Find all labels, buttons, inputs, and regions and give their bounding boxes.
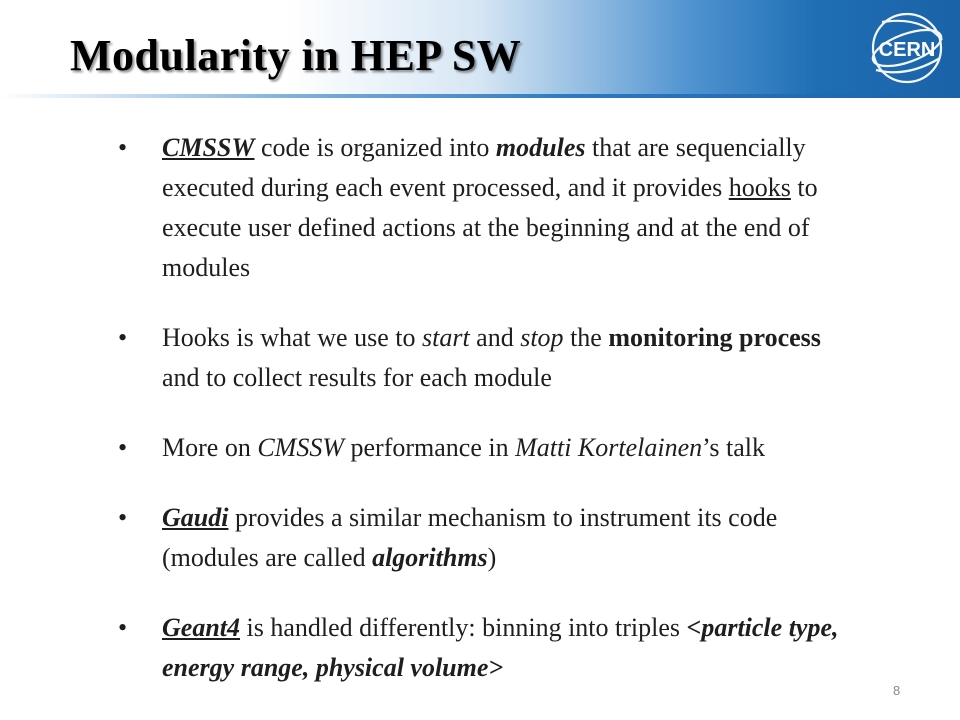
stop-term: stop bbox=[520, 323, 564, 352]
bullet-text: and bbox=[469, 323, 521, 352]
hooks-term: hooks bbox=[728, 173, 791, 202]
bullet-hooks bbox=[118, 318, 858, 398]
bullet-marker: • bbox=[118, 613, 128, 642]
monitoring-process-term: monitoring process bbox=[608, 323, 821, 352]
bullet-cmssw-modules bbox=[118, 128, 858, 288]
bullet-text: code is organized into bbox=[254, 133, 496, 162]
cern-logo-text: CERN bbox=[878, 39, 936, 61]
bullet-text: and to collect results for each module bbox=[162, 363, 552, 392]
bullet-marker: • bbox=[118, 323, 128, 352]
bullet-text: ’s talk bbox=[702, 433, 765, 462]
page-number: 8 bbox=[893, 683, 901, 698]
modules-term: modules bbox=[495, 133, 586, 162]
bullet-text: the bbox=[563, 323, 609, 352]
bullet-text: ) bbox=[487, 543, 497, 572]
bullet-marker: • bbox=[118, 503, 128, 532]
cmssw-term: CMSSW bbox=[162, 133, 255, 162]
bullet-text: Hooks is what we use to bbox=[162, 323, 422, 352]
bullet-text: More on bbox=[162, 433, 258, 462]
bullet-gaudi bbox=[118, 498, 858, 578]
cern-logo-icon bbox=[862, 8, 952, 88]
triple-definition: <particle type, energy range, physical volume> bbox=[162, 613, 839, 682]
bullet-text: provides a similar mechanism to instrument its code (modules are called bbox=[162, 503, 778, 572]
bullet-text: performance in bbox=[344, 433, 516, 462]
geant4-term: Geant4 bbox=[162, 613, 240, 642]
bullet-text: to execute user defined actions at the beginning and at the end of modules bbox=[162, 173, 818, 282]
start-term: start bbox=[421, 323, 470, 352]
bullet-marker: • bbox=[118, 133, 128, 162]
bullet-geant4 bbox=[118, 608, 858, 688]
slide-title: Modularity in HEP SW bbox=[70, 31, 522, 80]
bullet-text: that are sequencially executed during each event processed, and it provides bbox=[162, 133, 806, 202]
bullet-list bbox=[118, 128, 858, 718]
algorithms-term: algorithms bbox=[372, 543, 488, 572]
speaker-name: Matti Kortelainen bbox=[515, 433, 703, 462]
gaudi-term: Gaudi bbox=[162, 503, 229, 532]
cmssw-term: CMSSW bbox=[257, 433, 344, 462]
bullet-text: is handled differently: binning into triples bbox=[240, 613, 687, 642]
header-divider bbox=[0, 94, 960, 98]
bullet-performance-talk bbox=[118, 428, 858, 468]
bullet-marker: • bbox=[118, 433, 128, 462]
